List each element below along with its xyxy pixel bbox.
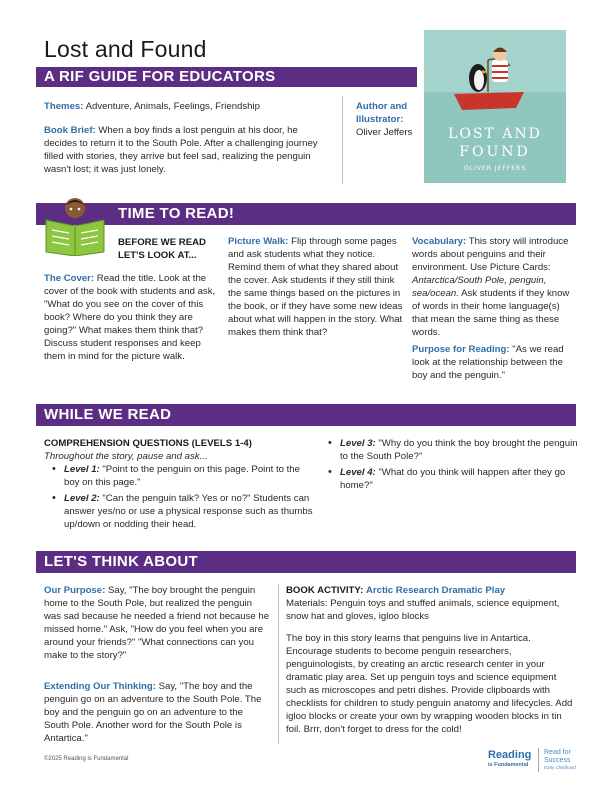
cover-title-2: FOUND bbox=[459, 144, 531, 160]
level-3-label: Level 3: bbox=[340, 438, 376, 449]
activity-materials: Materials: Penguin toys and stuffed animals, science equipment, snow hat and gloves, igloo blocks bbox=[286, 598, 560, 622]
guide-banner: A RIF GUIDE FOR EDUCATORS bbox=[36, 67, 417, 87]
extending-thinking bbox=[44, 680, 270, 745]
copyright: ©2025 Reading is Fundamental bbox=[44, 756, 129, 762]
activity-title: Arctic Research Dramatic Play bbox=[365, 585, 506, 596]
read-for-success-logo bbox=[544, 749, 584, 777]
activity-label: BOOK ACTIVITY: bbox=[286, 585, 364, 596]
author-block bbox=[356, 100, 422, 139]
our-purpose-label: Our Purpose: bbox=[44, 585, 106, 596]
logo-divider bbox=[538, 748, 539, 772]
intro-divider bbox=[342, 96, 343, 184]
cover-text: Read the title. Look at the cover of the book with students and ask, "What do you see on the cover of this book? Where do you think they are going?" What makes them think that? Discuss student responses and keep them in mind for the picture walk. bbox=[44, 273, 216, 362]
comprehension-heading: COMPREHENSION QUESTIONS (LEVELS 1-4) bbox=[44, 438, 252, 449]
purpose-for-reading bbox=[412, 343, 578, 382]
our-purpose bbox=[44, 584, 270, 662]
extending-text: Say, "The boy and the penguin go on an adventure to the South Pole. The boy and the penguin go on an adventure to the South Pole. Another word for the South Pole is Antartica." bbox=[44, 681, 262, 744]
cover-author: OLIVER JEFFERS bbox=[463, 165, 527, 172]
level-4-text: "What do you think will happen after they go home?" bbox=[340, 467, 566, 491]
themes-line bbox=[44, 100, 344, 113]
question-list-left bbox=[46, 463, 314, 534]
picture-walk bbox=[228, 235, 404, 339]
before-we-read-heading: BEFORE WE READ LET'S LOOK AT... bbox=[118, 237, 206, 261]
think-divider bbox=[278, 584, 279, 744]
book-activity bbox=[286, 584, 578, 597]
comprehension-subheading: Throughout the story, pause and ask... bbox=[44, 451, 208, 462]
activity-description: The boy in this story learns that penguins live in Antartica. Encourage students to become penguin researchers, penguinologists, by creating an arctic research center in your dramatic play area. Set up penguin toys and science equipment such as microscopes and petri dishes. Provide clipboards with checklists for children to study penguin anatomy and lifecycles. Add igloo blocks or create your own by wrapping wooden blocks in tin foil. Brrr, don't forget to dress for the cold! bbox=[286, 633, 573, 735]
question-level-4 bbox=[322, 466, 578, 492]
themes-text: Adventure, Animals, Feelings, Friendship bbox=[85, 101, 260, 112]
vocabulary-text-b: Ask students if they know of words in their home language(s) that mean the same thing as these words. bbox=[412, 288, 570, 338]
level-2-text: "Can the penguin talk? Yes or no?" Students can answer yes/no or use a physical response such as thumbs up/down or nodding their head. bbox=[64, 493, 313, 530]
vocabulary-text-a: This story will introduce words about penguins and their environment. Use Picture Cards: bbox=[412, 236, 569, 273]
rif-logo-line2: is Fundamental bbox=[488, 762, 529, 768]
picture-walk-label: Picture Walk: bbox=[228, 236, 289, 247]
rfs-line3: Early Childhood bbox=[544, 765, 576, 770]
level-1-text: "Point to the penguin on this page. Point to the boy on this page." bbox=[64, 464, 300, 488]
question-level-2 bbox=[46, 492, 314, 531]
author-name: Oliver Jeffers bbox=[356, 127, 413, 138]
while-we-read-banner: WHILE WE READ bbox=[36, 404, 576, 426]
vocabulary-picture-cards: Antarctica/South Pole, penguin, sea/ocean. bbox=[412, 275, 547, 299]
question-level-1 bbox=[46, 463, 314, 489]
rif-logo-line1: Reading bbox=[488, 749, 532, 761]
question-level-3 bbox=[322, 437, 578, 463]
author-label: Author and Illustrator: bbox=[356, 101, 408, 125]
reading-child-icon bbox=[42, 196, 110, 256]
rfs-line1: Read for bbox=[544, 749, 571, 756]
vocabulary bbox=[412, 235, 578, 339]
picture-walk-text: Flip through some pages and ask students what they notice. Remind them of what they shared about the cover. Ask students if they still think the same things based on the pictures in the book, or if they have some new ideas about what will happen in the story. What makes them think that? bbox=[228, 236, 403, 338]
level-4-label: Level 4: bbox=[340, 467, 376, 478]
cover-title-1: LOST AND bbox=[448, 126, 542, 142]
level-1-label: Level 1: bbox=[64, 464, 100, 475]
book-cover-image bbox=[424, 30, 566, 183]
cover-illustration bbox=[424, 30, 566, 183]
extending-label: Extending Our Thinking: bbox=[44, 681, 156, 692]
level-2-label: Level 2: bbox=[64, 493, 100, 504]
question-list-right bbox=[322, 437, 578, 495]
rfs-line2: Success bbox=[544, 757, 571, 764]
time-to-read-banner: TIME TO READ! bbox=[36, 203, 576, 225]
our-purpose-text: Say, "The boy brought the penguin home to the South Pole, but realized the penguin was sad because he needed a friend not because he missed home." Ask, "How do you feel when you are around your friends?" "What connections can you make to the story?" bbox=[44, 585, 270, 661]
book-brief bbox=[44, 124, 329, 176]
brief-text: When a boy finds a lost penguin at his door, he decides to return it to the South Pole. After a challenging journey filled with stories, they arrive but feel sad, realizing the penguin wasn't lost; it was just lonely. bbox=[44, 125, 318, 175]
level-3-text: "Why do you think the boy brought the penguin to the South Pole?" bbox=[340, 438, 578, 462]
brief-label: Book Brief: bbox=[44, 125, 96, 136]
purpose-reading-label: Purpose for Reading: bbox=[412, 344, 510, 355]
think-about-banner: LET'S THINK ABOUT bbox=[36, 551, 576, 573]
purpose-reading-text: "As we read look at the relationship between the boy and the penguin." bbox=[412, 344, 564, 381]
vocabulary-label: Vocabulary: bbox=[412, 236, 467, 247]
rif-logo bbox=[488, 750, 532, 776]
cover-label: The Cover: bbox=[44, 273, 95, 284]
themes-label: Themes: bbox=[44, 101, 84, 112]
page-title: Lost and Found bbox=[44, 36, 207, 62]
cover-discussion bbox=[44, 272, 220, 363]
